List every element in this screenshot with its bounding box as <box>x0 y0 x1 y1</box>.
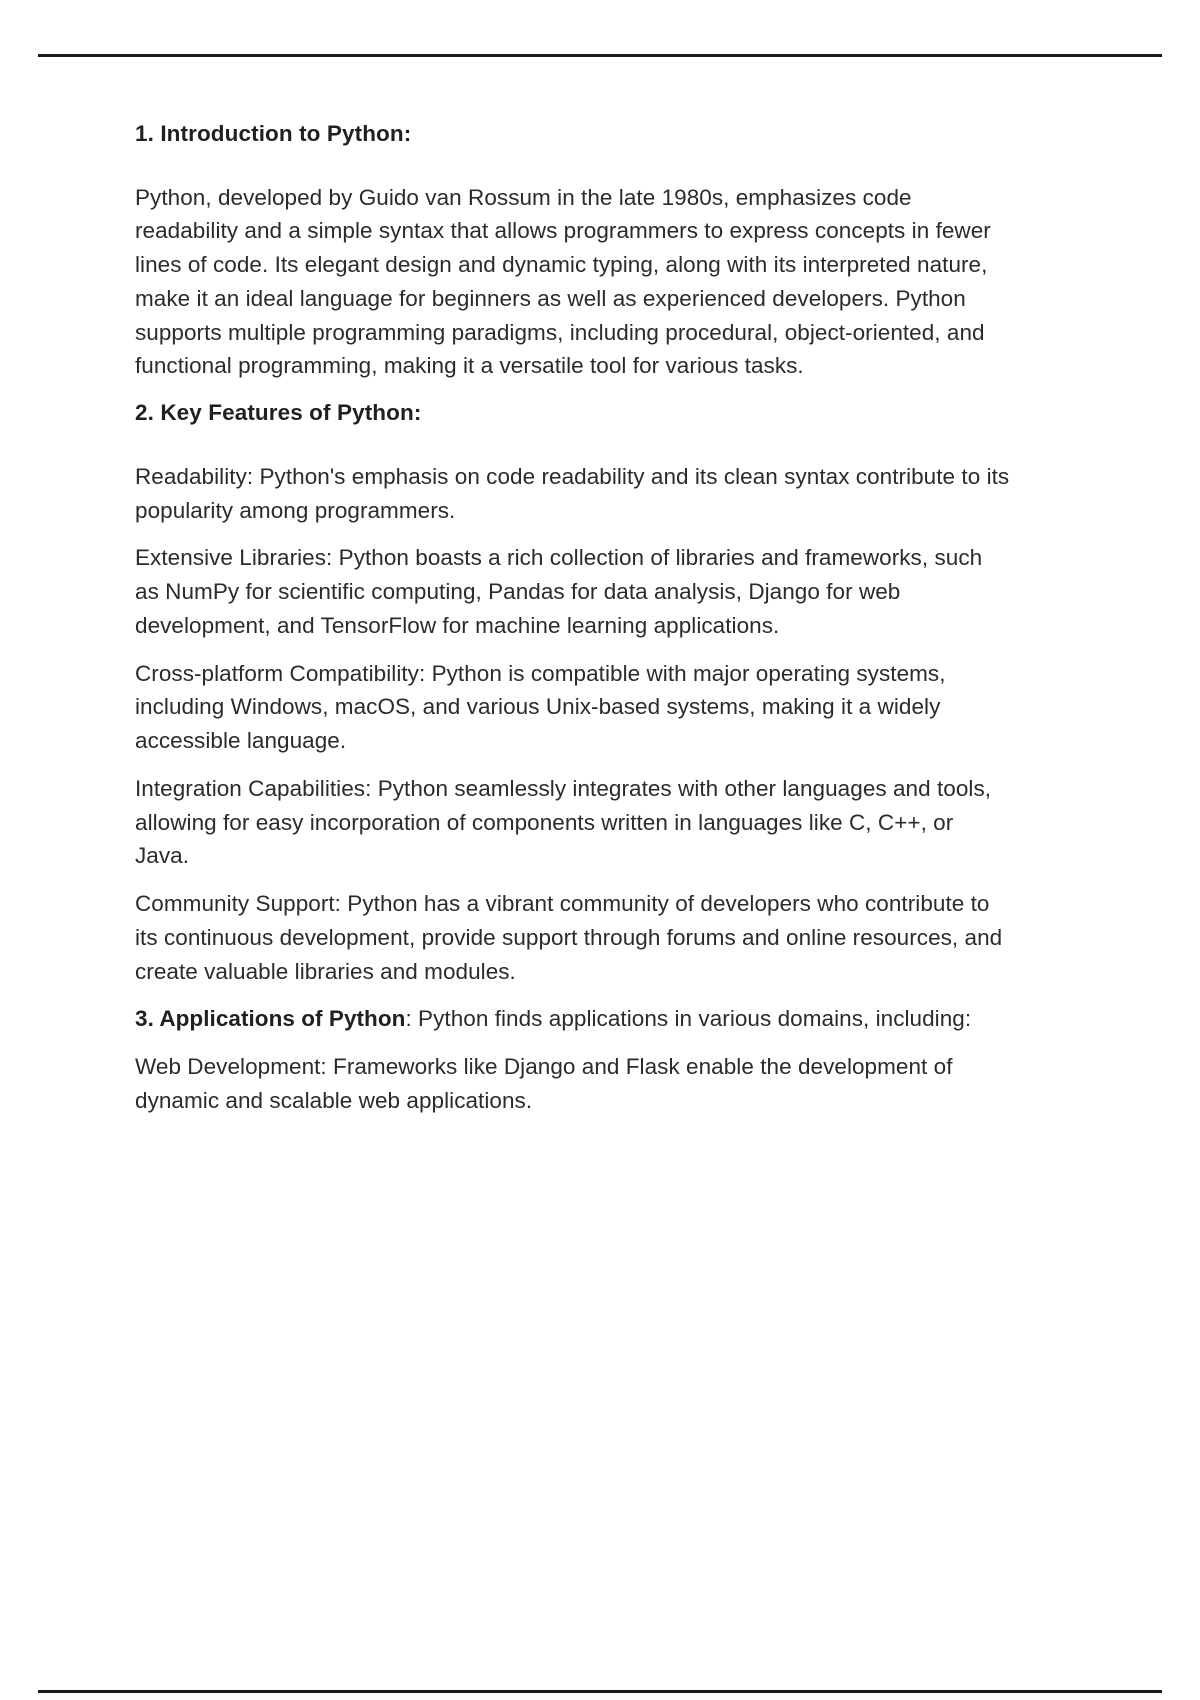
feature-community-support: Community Support: Python has a vibrant community of developers who contribute to its continuous development, provide support through forums and online resources, and create valuable libraries and modules. <box>135 891 1003 984</box>
header-rule <box>38 54 1162 57</box>
footer-rule <box>38 1690 1162 1693</box>
feature-integration-capabilities: Integration Capabilities: Python seamlessly integrates with other languages and tools, allowing for easy incorporation of components written in languages like C, C++, or Java. <box>135 775 992 869</box>
feature-extensive-libraries: Extensive Libraries: Python boasts a rich collection of libraries and frameworks, such as NumPy for scientific computing, Pandas for data analysis, Django for web development, and TensorFlow for machine learning applications. <box>135 545 983 638</box>
document-body <box>135 118 1010 1132</box>
feature-cross-platform-compatibility: Cross-platform Compatibility: Python is compatible with major operating systems, including Windows, macOS, and various Unix-based systems, making it a widely accessible language. <box>135 660 946 753</box>
applications-heading-text: : Python finds applications in various domains, including: <box>405 1006 972 1032</box>
section-heading-applications <box>135 1002 1010 1036</box>
feature-readability: Readability: Python's emphasis on code readability and its clean syntax contribute to its popularity among programmers. <box>135 463 1010 523</box>
paragraph-introduction-body: Python, developed by Guido van Rossum in the late 1980s, emphasizes code readability and a simple syntax that allows programmers to express concepts in fewer lines of code. Its elegant design and dynamic typing, along with its interpreted nature, make it an ideal language for beginners as well as experienced developers. Python supports multiple programming paradigms, including procedural, object-oriented, and functional programming, making it a versatile tool for various tasks. <box>135 184 991 379</box>
section-heading-key-features: 2. Key Features of Python: <box>135 400 422 426</box>
applications-heading-label: 3. Applications of Python <box>135 1006 406 1032</box>
application-web-development: Web Development: Frameworks like Django and Flask enable the development of dynamic and scalable web applications. <box>135 1054 953 1113</box>
section-heading-introduction: 1. Introduction to Python: <box>135 121 412 146</box>
